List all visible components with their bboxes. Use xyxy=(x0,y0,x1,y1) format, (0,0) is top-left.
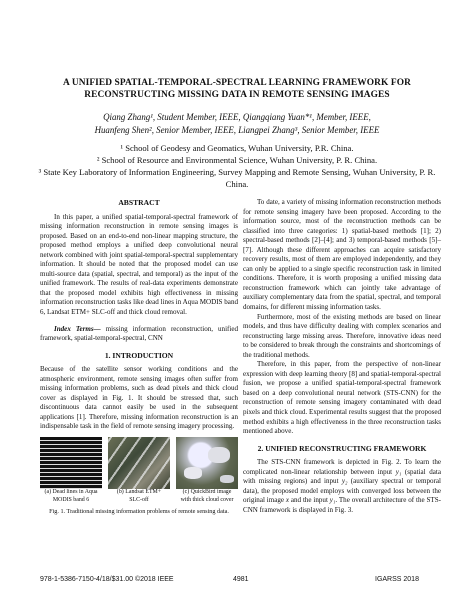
affiliation-3: ³ State Key Laboratory of Information Engineering, Survey Mapping and Remote Sensing, Wuhan University, P. R. China. xyxy=(38,167,436,189)
introduction-heading: 1. INTRODUCTION xyxy=(104,350,174,360)
index-terms-text: missing information reconstruction, unified framework, spatial-temporal-spectral, CNN xyxy=(40,324,238,343)
section-2-text xyxy=(243,458,441,515)
intro-paragraph-4: Therefore, in this paper, from the perspective of non-linear expression with deep learning theory [8] and spatial-temporal-spectral fusion, we propose a unified spatial-temporal-spectral framework based on a deep convolutional neural network (STS-CNN) for the reconstruction of remote sensing imagery contaminated with dead pixels and thick cloud. Experimental results suggest that the proposed method exhibits a high effectiveness in the three reconstruction tasks mentioned above. xyxy=(243,360,441,436)
s2-text-e: . The overall architecture of the STS-CNN framework is displayed in Fig. 3. xyxy=(243,496,441,514)
footer-page-number: 4981 xyxy=(233,576,249,583)
s2-text-d: and the input xyxy=(289,496,330,505)
author-list xyxy=(20,111,454,136)
s2-text-a: The STS-CNN framework is depicted in Fig. 2. To learn the complicated non-linear relationship between input xyxy=(243,458,441,476)
affiliations xyxy=(30,142,444,190)
figure-1 xyxy=(40,437,238,504)
intro-paragraph-2: To date, a variety of missing information reconstruction methods for remote sensing imagery have been proposed. According to the information source, most of the reconstruction methods can be classified into three categories: 1) spatial-based methods [1]; 2) spectral-based methods [2]–[4]; and 3) temporal-based methods [5]–[7]. Although these different approaches can acquire satisfactory recovery results, most of them are employed independently, and they can only be applied to a single specific reconstruction task in limited conditions. Therefore, it is worth proposing a unified missing data reconstruction framework which can jointly take advantage of auxiliary complementary data from the spatial, spectral, and temporal domains, for different missing information tasks. xyxy=(243,198,441,312)
affiliation-1: ¹ School of Geodesy and Geomatics, Wuhan University, P.R. China. xyxy=(120,143,354,153)
author-line-2: Huanfeng Shen², Senior Member, IEEE, Liangpei Zhang³, Senior Member, IEEE xyxy=(94,124,380,135)
var-y1-second: y₁ xyxy=(329,496,336,505)
panel-c-caption-1: (c) QuickBird image xyxy=(182,489,232,496)
footer-conference: IGARSS 2018 xyxy=(375,576,419,583)
author-line-1: Qiang Zhang¹, Student Member, IEEE, Qiangqiang Yuan*¹, Member, IEEE, xyxy=(103,112,371,122)
panel-b-caption-2: SLC-off xyxy=(129,496,149,503)
var-x: x xyxy=(285,496,290,505)
panel-a-caption-1: (a) Dead lines in Aqua xyxy=(44,489,98,496)
slc-off-image xyxy=(108,437,170,489)
s2-text-b: (spatial data with missing regions) and input xyxy=(243,467,441,486)
var-y1: y₁ xyxy=(395,467,402,476)
dead-lines-image xyxy=(40,437,102,489)
thick-cloud-image xyxy=(176,437,238,489)
var-y2: y₂ xyxy=(341,477,348,486)
figure-1-caption: Fig. 1. Traditional missing information problems of remote sensing data. xyxy=(49,508,229,516)
section-2-heading: 2. UNIFIED RECONSTRUCTING FRAMEWORK xyxy=(257,443,427,453)
index-terms-label: Index Terms— xyxy=(54,324,101,333)
paper-title: A UNIFIED SPATIAL-TEMPORAL-SPECTRAL LEARNING FRAMEWORK FOR RECONSTRUCTING MISSING DATA IN REMOTE SENSING IMAGES xyxy=(63,78,411,100)
figure-1-panel-c xyxy=(176,437,238,504)
figure-1-panel-a xyxy=(40,437,102,504)
right-column xyxy=(243,198,441,516)
index-terms xyxy=(40,325,238,344)
s2-text-c: (auxiliary spectral or temporal data), the proposed model employs with converged loss between the original image xyxy=(243,477,441,505)
intro-paragraph-3: Furthermore, most of the existing methods are based on linear models, and thus have difficulty dealing with complex scenarios and reconstructing large missing areas. Therefore, innovative ideas need to be considered to break through the constraints and shortcomings of the traditional methods. xyxy=(243,312,441,359)
footer-isbn: 978-1-5386-7150-4/18/$31.00 ©2018 IEEE xyxy=(40,576,174,583)
panel-c-caption-2: with thick cloud cover xyxy=(180,496,234,503)
panel-a-caption-2: MODIS band 6 xyxy=(52,496,90,503)
abstract-text: In this paper, a unified spatial-temporal-spectral framework of missing information reconstruction in remote sensing images is proposed. Based on an end-to-end non-linear mapping structure, the proposed method employs a unified deep convolutional neural network combined with joint spatial-temporal-spectral supplementary information. It should be noted that the proposed model can use multi-source data (spatial, spectral, and temporal) as the input of the unified framework. The results of real-data experiments demonstrate that the proposed model exhibits high effectiveness in missing information reconstruction tasks like dead lines in Aqua MODIS band 6, Landsat ETM+ SLC-off and thick cloud removal. xyxy=(40,212,238,317)
abstract-heading: ABSTRACT xyxy=(118,198,160,207)
affiliation-2: ² School of Resource and Environmental Science, Wuhan University, P. R. China. xyxy=(96,155,378,165)
introduction-text: Because of the satellite sensor working conditions and the atmospheric environment, remote sensing images often suffer from missing information problems, such as dead pixels and thick cloud cover as displayed in Fig. 1. It should be stressed that, such discontinuous data cannot easily be used in the subsequent applications [1]. Therefore, missing information reconstruction is an indispensable task in the field of remote sensing imagery processing. xyxy=(40,365,238,431)
left-column xyxy=(40,198,238,516)
figure-1-panel-b xyxy=(108,437,170,504)
panel-b-caption-1: (b) Landsat ETM+ xyxy=(116,489,162,496)
